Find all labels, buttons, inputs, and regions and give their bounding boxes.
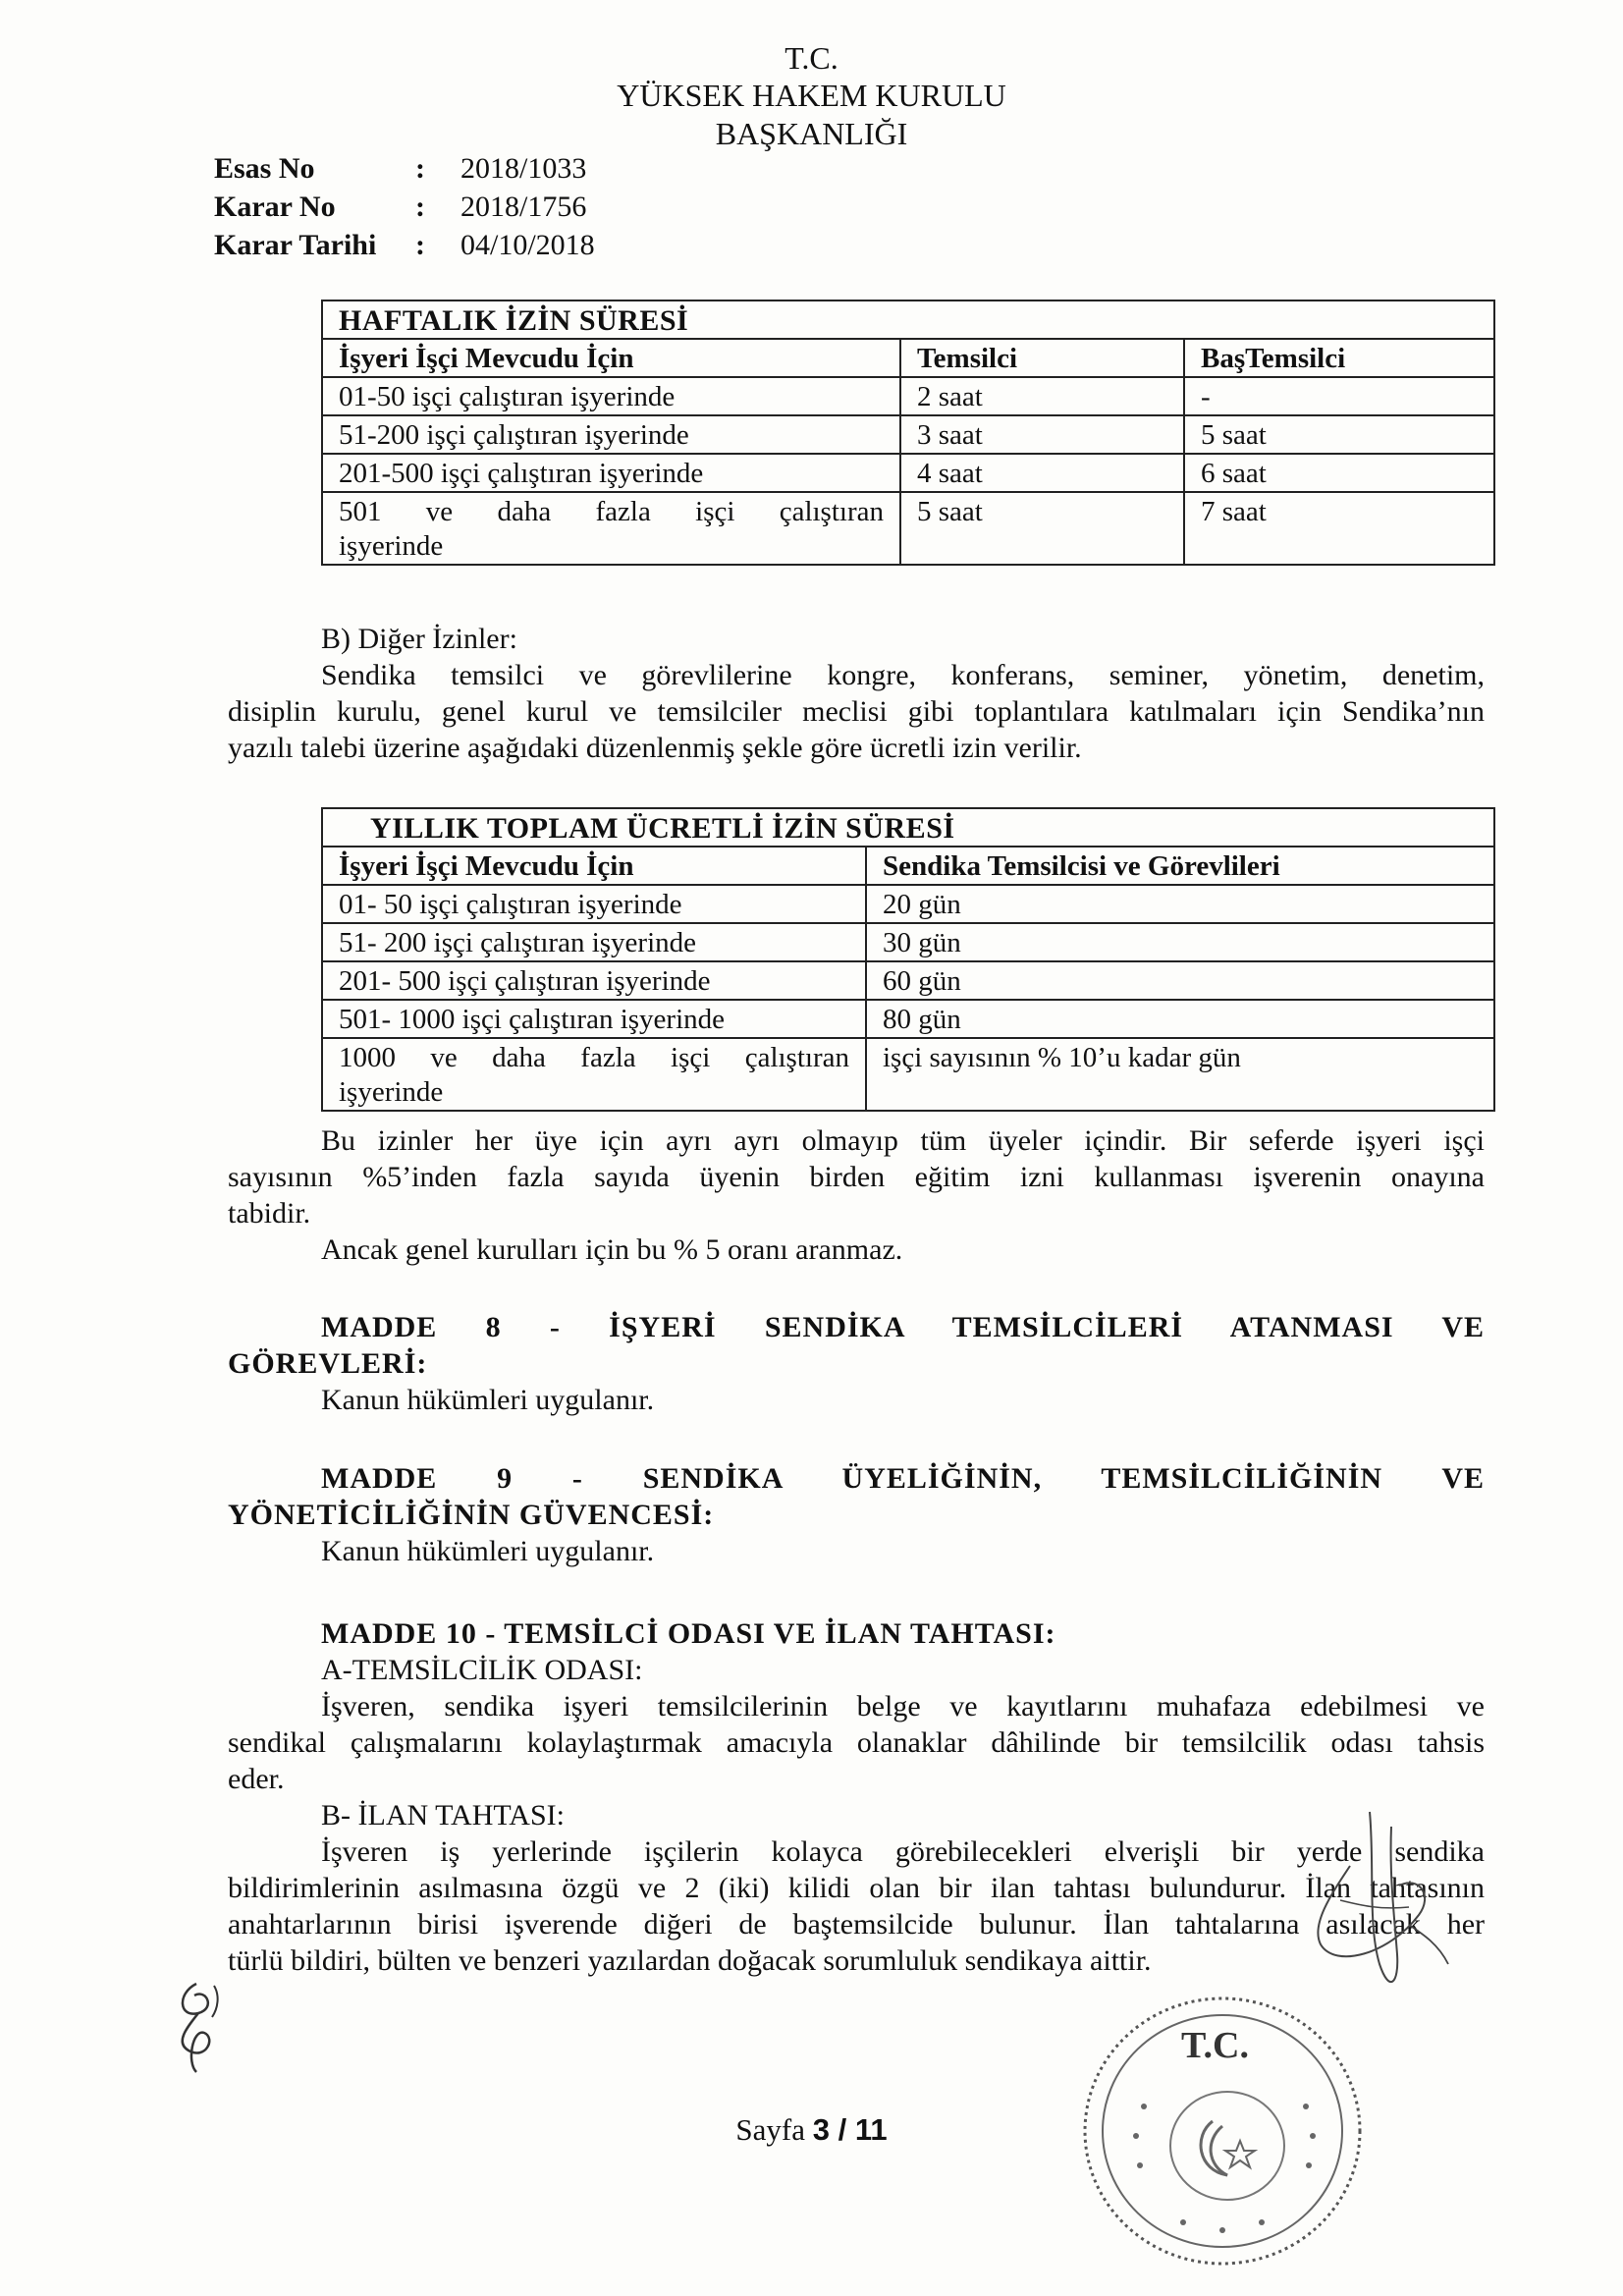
document-header bbox=[0, 39, 1623, 152]
table-row bbox=[322, 415, 1494, 454]
table-cell: işçi sayısının % 10’u kadar gün bbox=[866, 1038, 1494, 1111]
table-row bbox=[322, 961, 1494, 1000]
madde-8 bbox=[228, 1309, 1485, 1418]
column-header: İşyeri İşçi Mevcudu İçin bbox=[322, 339, 900, 377]
meta-value: 04/10/2018 bbox=[460, 229, 595, 261]
header-institution: YÜKSEK HAKEM KURULU bbox=[617, 78, 1006, 114]
meta-label: Esas No bbox=[214, 152, 315, 185]
meta-sep: : bbox=[415, 152, 425, 185]
paragraph-line: eder. bbox=[228, 1763, 285, 1795]
paragraph-line: sendikal çalışmalarını kolaylaştırmak amacıyla olanaklar dâhilinde bir temsilcilik odası tahsis bbox=[228, 1726, 1485, 1759]
table-cell: - bbox=[1184, 377, 1494, 415]
column-header: Sendika Temsilcisi ve Görevlileri bbox=[866, 847, 1494, 885]
weekly-leave-table bbox=[321, 300, 1495, 566]
table-cell: 2 saat bbox=[900, 377, 1184, 415]
madde-title-line: MADDE 8 - İŞYERİ SENDİKA TEMSİLCİLERİ ATANMASI VE bbox=[321, 1311, 1485, 1343]
paragraph-line: sayısının %5’inden fazla sayıda üyenin birden eğitim izni kullanması işverenin onayına bbox=[228, 1161, 1485, 1193]
table-cell: 01-50 işçi çalıştıran işyerinde bbox=[322, 377, 900, 415]
table-cell: 3 saat bbox=[900, 415, 1184, 454]
table-row bbox=[322, 1038, 1494, 1111]
official-seal bbox=[1075, 1989, 1370, 2273]
cell-line: 501 ve daha fazla işçi çalıştıran bbox=[339, 496, 884, 527]
column-header: BaşTemsilci bbox=[1184, 339, 1494, 377]
paragraph-line: İşveren, sendika işyeri temsilcilerinin belge ve kayıtlarını muhafaza edebilmesi ve bbox=[321, 1690, 1485, 1722]
meta-row-karar bbox=[214, 188, 595, 226]
table-cell: 01- 50 işçi çalıştıran işyerinde bbox=[322, 885, 866, 923]
paragraph-line: anahtarlarının birisi işverende diğeri de baştemsilcide bulunur. İlan tahtalarına asılacak her bbox=[228, 1908, 1485, 1941]
paragraph-line: Bu izinler her üye için ayrı ayrı olmayıp tüm üyeler içindir. Bir seferde işyeri işçi bbox=[321, 1124, 1485, 1157]
table-header-row bbox=[322, 339, 1494, 377]
subsection-heading: B- İLAN TAHTASI: bbox=[321, 1799, 565, 1831]
paragraph-line: tabidir. bbox=[228, 1197, 311, 1230]
table-cell: 60 gün bbox=[866, 961, 1494, 1000]
header-presidency: BAŞKANLIĞI bbox=[715, 115, 908, 151]
table-row bbox=[322, 885, 1494, 923]
table-cell: 51-200 işçi çalıştıran işyerinde bbox=[322, 415, 900, 454]
meta-label: Karar No bbox=[214, 191, 336, 223]
header-tc: T.C. bbox=[784, 40, 839, 76]
table-row bbox=[322, 377, 1494, 415]
table-cell: 6 saat bbox=[1184, 454, 1494, 492]
meta-row-tarih bbox=[214, 226, 595, 264]
paragraph-line: bildirimlerinin asılmasına özgü ve 2 (iki) kilidi olan bir ilan tahtası bulundurur. İlan tahtasının bbox=[228, 1872, 1485, 1904]
paragraph-line: Sendika temsilci ve görevlilerine kongre, konferans, seminer, yönetim, denetim, bbox=[321, 659, 1485, 691]
seal-text: T.C. bbox=[1181, 2025, 1249, 2066]
meta-value: 2018/1756 bbox=[460, 191, 587, 223]
table-cell: 5 saat bbox=[1184, 415, 1494, 454]
table-cell: 201- 500 işçi çalıştıran işyerinde bbox=[322, 961, 866, 1000]
table-title: HAFTALIK İZİN SÜRESİ bbox=[322, 301, 1494, 339]
table-cell: 20 gün bbox=[866, 885, 1494, 923]
page-footer bbox=[0, 2111, 1623, 2150]
table-row bbox=[322, 1000, 1494, 1038]
paragraph-line: türlü bildiri, bülten ve benzeri yazılardan doğacak sorumluluk sendikaya aittir. bbox=[228, 1944, 1152, 1977]
case-meta bbox=[214, 149, 595, 264]
subsection-heading: A-TEMSİLCİLİK ODASI: bbox=[321, 1654, 643, 1686]
table-cell: 80 gün bbox=[866, 1000, 1494, 1038]
paragraph-line: Ancak genel kurulları için bu % 5 oranı aranmaz. bbox=[321, 1233, 903, 1266]
section-b-heading: B) Diğer İzinler: bbox=[321, 623, 517, 655]
madde-title-line: MADDE 9 - SENDİKA ÜYELİĞİNİN, TEMSİLCİLİĞİNİN VE bbox=[321, 1462, 1485, 1495]
madde-9 bbox=[228, 1460, 1485, 1569]
meta-value: 2018/1033 bbox=[460, 152, 587, 185]
paragraph-line: disiplin kurulu, genel kurul ve temsilciler meclisi gibi toplantılara katılmaları için Sendika’nın bbox=[228, 695, 1485, 728]
table-cell: 201-500 işçi çalıştıran işyerinde bbox=[322, 454, 900, 492]
handwritten-initial-icon bbox=[167, 1974, 245, 2082]
table-cell bbox=[322, 492, 900, 565]
cell-line: işyerinde bbox=[339, 530, 444, 562]
table-cell: 5 saat bbox=[900, 492, 1184, 565]
meta-label: Karar Tarihi bbox=[214, 229, 377, 261]
madde-title-line: YÖNETİCİLİĞİNİN GÜVENCESİ: bbox=[228, 1499, 715, 1531]
column-header: Temsilci bbox=[900, 339, 1184, 377]
table-cell bbox=[322, 1038, 866, 1111]
madde-title-line: GÖREVLERİ: bbox=[228, 1347, 428, 1380]
section-b-paragraph bbox=[228, 657, 1485, 766]
table-row bbox=[322, 454, 1494, 492]
cell-line: işyerinde bbox=[339, 1076, 444, 1108]
page-label: Sayfa bbox=[735, 2112, 805, 2147]
table-title: YILLIK TOPLAM ÜCRETLİ İZİN SÜRESİ bbox=[322, 808, 1494, 847]
table-cell: 7 saat bbox=[1184, 492, 1494, 565]
table-cell: 30 gün bbox=[866, 923, 1494, 961]
paragraph-line: yazılı talebi üzerine aşağıdaki düzenlenmiş şekle göre ücretli izin verilir. bbox=[228, 732, 1082, 764]
meta-sep: : bbox=[415, 191, 425, 223]
page-number: 3 / 11 bbox=[812, 2112, 888, 2147]
table-header-row bbox=[322, 847, 1494, 885]
meta-row-esas bbox=[214, 149, 595, 188]
table-cell: 51- 200 işçi çalıştıran işyerinde bbox=[322, 923, 866, 961]
madde-title: MADDE 10 - TEMSİLCİ ODASI VE İLAN TAHTASI: bbox=[321, 1617, 1056, 1650]
annual-leave-table bbox=[321, 807, 1495, 1112]
paragraph-line: İşveren iş yerlerinde işçilerin kolayca görebilecekleri elverişli bir yerde sendika bbox=[321, 1835, 1485, 1868]
table-row bbox=[322, 923, 1494, 961]
table-cell: 501- 1000 işçi çalıştıran işyerinde bbox=[322, 1000, 866, 1038]
madde-body: Kanun hükümleri uygulanır. bbox=[321, 1384, 655, 1416]
madde-body: Kanun hükümleri uygulanır. bbox=[321, 1535, 655, 1567]
table-row bbox=[322, 492, 1494, 565]
cell-line: 1000 ve daha fazla işçi çalıştıran bbox=[339, 1042, 849, 1073]
leave-note-paragraph bbox=[228, 1122, 1485, 1268]
column-header: İşyeri İşçi Mevcudu İçin bbox=[322, 847, 866, 885]
table-cell: 4 saat bbox=[900, 454, 1184, 492]
meta-sep: : bbox=[415, 229, 425, 261]
